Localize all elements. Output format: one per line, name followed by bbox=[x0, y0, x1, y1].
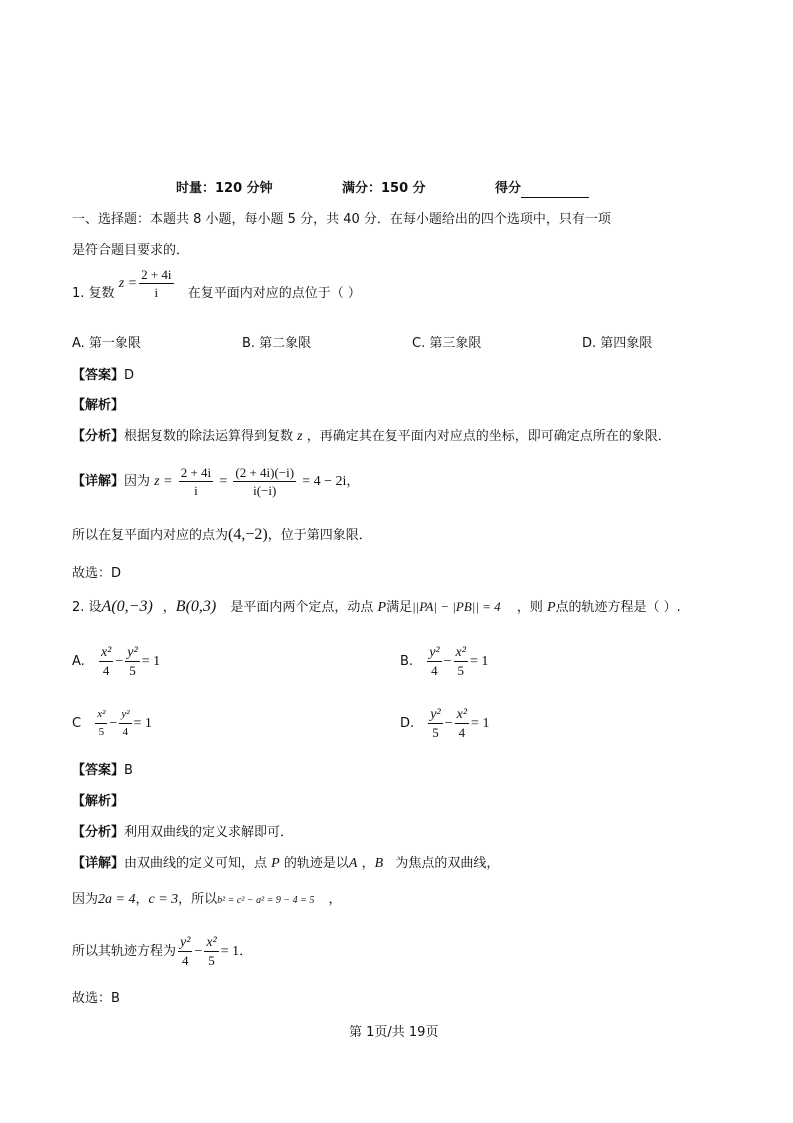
q1-option-c: C. 第三象限 bbox=[412, 336, 482, 351]
q2-condition: ||PA| − |PB|| = 4 bbox=[412, 599, 501, 614]
q2-option-d-label: D. bbox=[400, 716, 415, 731]
page-footer: 第 1页/共 19页 bbox=[349, 1025, 439, 1040]
q2-option-a-label: A. bbox=[72, 654, 85, 669]
q2-stem-end: ，则 bbox=[516, 600, 543, 615]
section-intro-line1: 一、选择题：本题共 8 小题，每小题 5 分，共 40 分．在每小题给出的四个选项中，只有一项 bbox=[72, 212, 611, 227]
q2-detail-row bbox=[72, 855, 499, 873]
q1-point-row bbox=[72, 526, 372, 545]
q1-detail-z: z = bbox=[154, 474, 173, 489]
q2-detail-a: A bbox=[348, 856, 358, 871]
q2-detail-p: P bbox=[271, 856, 280, 871]
q2-stem bbox=[72, 598, 681, 617]
q2-option-c-frac1-den: 5 bbox=[98, 726, 105, 738]
time-label: 时量：120 分钟 bbox=[176, 181, 273, 196]
q2-option-a-frac2-den: 5 bbox=[129, 663, 136, 678]
q2-option-a-minus: − bbox=[115, 654, 124, 669]
q1-frac-num: 2 + 4i bbox=[141, 267, 172, 282]
q2-detail-b: B bbox=[374, 856, 384, 871]
q1-detail-frac2-den: i(−i) bbox=[253, 483, 277, 498]
q2-option-b-frac1 bbox=[427, 645, 441, 678]
q2-eq-2a: 2a = 4 bbox=[98, 892, 136, 907]
q2-option-b-frac2-den: 5 bbox=[457, 663, 464, 678]
q2-stem-end2: 点的轨迹方程是（ ）. bbox=[555, 600, 681, 615]
q2-option-b-frac2 bbox=[454, 645, 468, 678]
q1-frac-den: i bbox=[154, 285, 159, 300]
q2-option-b bbox=[400, 640, 488, 684]
q2-stem-mid: 是平面内两个定点，动点 bbox=[230, 600, 374, 615]
q2-option-b-eq: = 1 bbox=[469, 654, 489, 669]
q2-option-a-frac2 bbox=[125, 645, 139, 678]
q2-option-a bbox=[72, 640, 160, 684]
got-label: 得分 bbox=[495, 181, 522, 196]
q2-option-c-label: C bbox=[72, 716, 82, 731]
q2-choose-tag: 故选： bbox=[72, 991, 112, 1006]
q2-because: 因为 bbox=[72, 892, 99, 907]
q2-option-d-frac1 bbox=[428, 707, 442, 740]
q1-point-post: ，位于第四象限． bbox=[267, 528, 372, 543]
q2-fenxi-row bbox=[72, 824, 293, 842]
q2-option-b-frac1-num: y² bbox=[429, 645, 440, 660]
q2-satisfy: 满足 bbox=[386, 600, 413, 615]
q1-detail-frac1 bbox=[179, 465, 213, 498]
q2-detail-text1: 由双曲线的定义可知，点 bbox=[124, 856, 268, 871]
q1-option-d: D. 第四象限 bbox=[582, 336, 653, 351]
q2-traj-pre: 所以其轨迹方程为 bbox=[72, 944, 177, 959]
q2-traj-frac1 bbox=[178, 935, 192, 968]
score-blank[interactable] bbox=[521, 183, 589, 198]
q2-option-c-frac2 bbox=[119, 707, 131, 740]
q1-detail-tag: 【详解】 bbox=[72, 474, 125, 489]
q2-detail-text3: 为焦点的双曲线， bbox=[395, 856, 500, 871]
q1-fenxi-row bbox=[72, 428, 671, 446]
q2-option-b-frac2-num: x² bbox=[455, 645, 466, 660]
q2-option-d-frac1-num: y² bbox=[430, 707, 441, 722]
q2-p-var2: P bbox=[546, 600, 556, 615]
q1-z: z = bbox=[118, 276, 138, 291]
section-intro-line2: 是符合题目要求的． bbox=[72, 243, 190, 258]
q2-option-c bbox=[72, 702, 152, 746]
q2-option-c-frac2-num: y² bbox=[119, 707, 131, 724]
q2-p-var: P bbox=[377, 600, 387, 615]
q2-answer-tag: 【答案】 bbox=[72, 763, 125, 778]
q2-traj-minus: − bbox=[194, 944, 203, 959]
q2-eq-b2: b² = c² − a² = 9 − 4 = 5 bbox=[217, 895, 315, 906]
q2-point-b: B(0,3) bbox=[175, 598, 217, 615]
q1-stem-rest: 在复平面内对应的点位于（ ） bbox=[187, 286, 361, 301]
q1-choose: D bbox=[111, 566, 122, 581]
q1-choose-row bbox=[72, 565, 121, 583]
q2-option-a-frac2-num: y² bbox=[127, 645, 138, 660]
q1-fenxi-var: z bbox=[297, 429, 303, 444]
q2-choose-row bbox=[72, 990, 120, 1008]
q2-number: 2. 设 bbox=[72, 600, 102, 615]
q1-analysis-tag: 【解析】 bbox=[72, 398, 125, 413]
q2-answer: B bbox=[124, 763, 133, 778]
q2-option-c-frac1 bbox=[95, 707, 107, 740]
q2-fenxi-text: 利用双曲线的定义求解即可． bbox=[124, 825, 294, 840]
q2-because-row bbox=[72, 891, 342, 910]
q2-option-d-frac2-num: x² bbox=[456, 707, 468, 722]
q2-option-c-frac1-num: x² bbox=[95, 707, 107, 724]
q2-analysis-tag: 【解析】 bbox=[72, 794, 125, 809]
q2-option-c-frac2-den: 4 bbox=[122, 726, 129, 738]
q2-detail-tag: 【详解】 bbox=[72, 856, 125, 871]
q1-number: 1. 复数 bbox=[72, 286, 115, 301]
q1-detail-pre: 因为 bbox=[124, 474, 151, 489]
q2-option-b-frac1-den: 4 bbox=[431, 663, 438, 678]
q2-option-d-frac2 bbox=[455, 707, 469, 740]
q1-answer-row bbox=[72, 367, 134, 385]
q1-fenxi-text1: 根据复数的除法运算得到复数 bbox=[124, 429, 294, 444]
q2-comma: ， bbox=[135, 892, 149, 907]
q2-option-b-label: B. bbox=[400, 654, 414, 669]
q1-fenxi-tag: 【分析】 bbox=[72, 429, 125, 444]
q1-detail-result: = 4 − 2i bbox=[302, 474, 347, 489]
q2-option-c-minus: − bbox=[109, 716, 118, 731]
q2-detail-comma: ， bbox=[361, 856, 375, 871]
q1-point: (4,−2) bbox=[228, 526, 268, 543]
q2-traj-eq: = 1 bbox=[220, 944, 240, 959]
q1-answer: D bbox=[124, 368, 135, 383]
q2-traj-frac1-den: 4 bbox=[181, 953, 189, 968]
q2-comma2: ， bbox=[328, 892, 342, 907]
q2-point-a: A(0,−3) bbox=[101, 598, 153, 615]
q2-eq-c: c = 3 bbox=[148, 892, 179, 907]
q2-option-a-frac1 bbox=[99, 645, 113, 678]
q1-answer-tag: 【答案】 bbox=[72, 368, 125, 383]
score-label: 满分：150 分 bbox=[342, 181, 426, 196]
q2-detail-text2: 的轨迹是以 bbox=[283, 856, 349, 871]
q2-trajectory-row bbox=[72, 930, 252, 974]
q2-answer-row bbox=[72, 762, 133, 780]
q2-traj-frac1-num: y² bbox=[180, 935, 191, 950]
q1-fenxi-text2: ，再确定其在复平面内对应点的坐标，即可确定点所在的象限． bbox=[306, 429, 671, 444]
q1-option-b: B. 第二象限 bbox=[242, 336, 312, 351]
q2-traj-frac2-den: 5 bbox=[208, 953, 215, 968]
q1-detail-frac1-num: 2 + 4i bbox=[180, 465, 212, 480]
q2-so: ，所以 bbox=[178, 892, 218, 907]
q2-option-d bbox=[400, 702, 489, 746]
q2-option-d-eq: = 1 bbox=[471, 716, 490, 731]
q1-detail-frac2-num: (2 + 4i)(−i) bbox=[235, 465, 295, 480]
q2-option-c-eq: = 1 bbox=[133, 716, 152, 731]
q2-option-b-minus: − bbox=[443, 654, 452, 669]
got-label-row bbox=[495, 180, 589, 198]
q2-fenxi-tag: 【分析】 bbox=[72, 825, 125, 840]
q1-detail-comma: ， bbox=[346, 474, 360, 489]
q2-option-d-frac2-den: 4 bbox=[458, 725, 466, 740]
q1-fraction bbox=[139, 267, 173, 300]
q2-sep: ， bbox=[162, 600, 176, 615]
q1-stem bbox=[72, 267, 361, 316]
q1-detail-row bbox=[72, 460, 359, 504]
q2-traj-end: ． bbox=[239, 944, 253, 959]
q2-option-d-frac1-den: 5 bbox=[432, 725, 439, 740]
q2-option-a-eq: = 1 bbox=[141, 654, 161, 669]
q2-option-d-minus: − bbox=[444, 716, 453, 731]
q2-option-a-frac1-num: x² bbox=[100, 645, 112, 660]
q1-detail-frac2 bbox=[233, 465, 296, 498]
q1-detail-eq: = bbox=[219, 474, 228, 489]
q2-traj-frac2 bbox=[204, 935, 218, 968]
q1-choose-tag: 故选： bbox=[72, 566, 112, 581]
q2-traj-frac2-num: x² bbox=[206, 935, 217, 950]
q1-point-pre: 所以在复平面内对应的点为 bbox=[72, 528, 229, 543]
q1-detail-frac1-den: i bbox=[194, 483, 198, 498]
q1-option-a: A. 第一象限 bbox=[72, 336, 141, 351]
q2-option-a-frac1-den: 4 bbox=[102, 663, 110, 678]
q2-choose: B bbox=[111, 991, 120, 1006]
